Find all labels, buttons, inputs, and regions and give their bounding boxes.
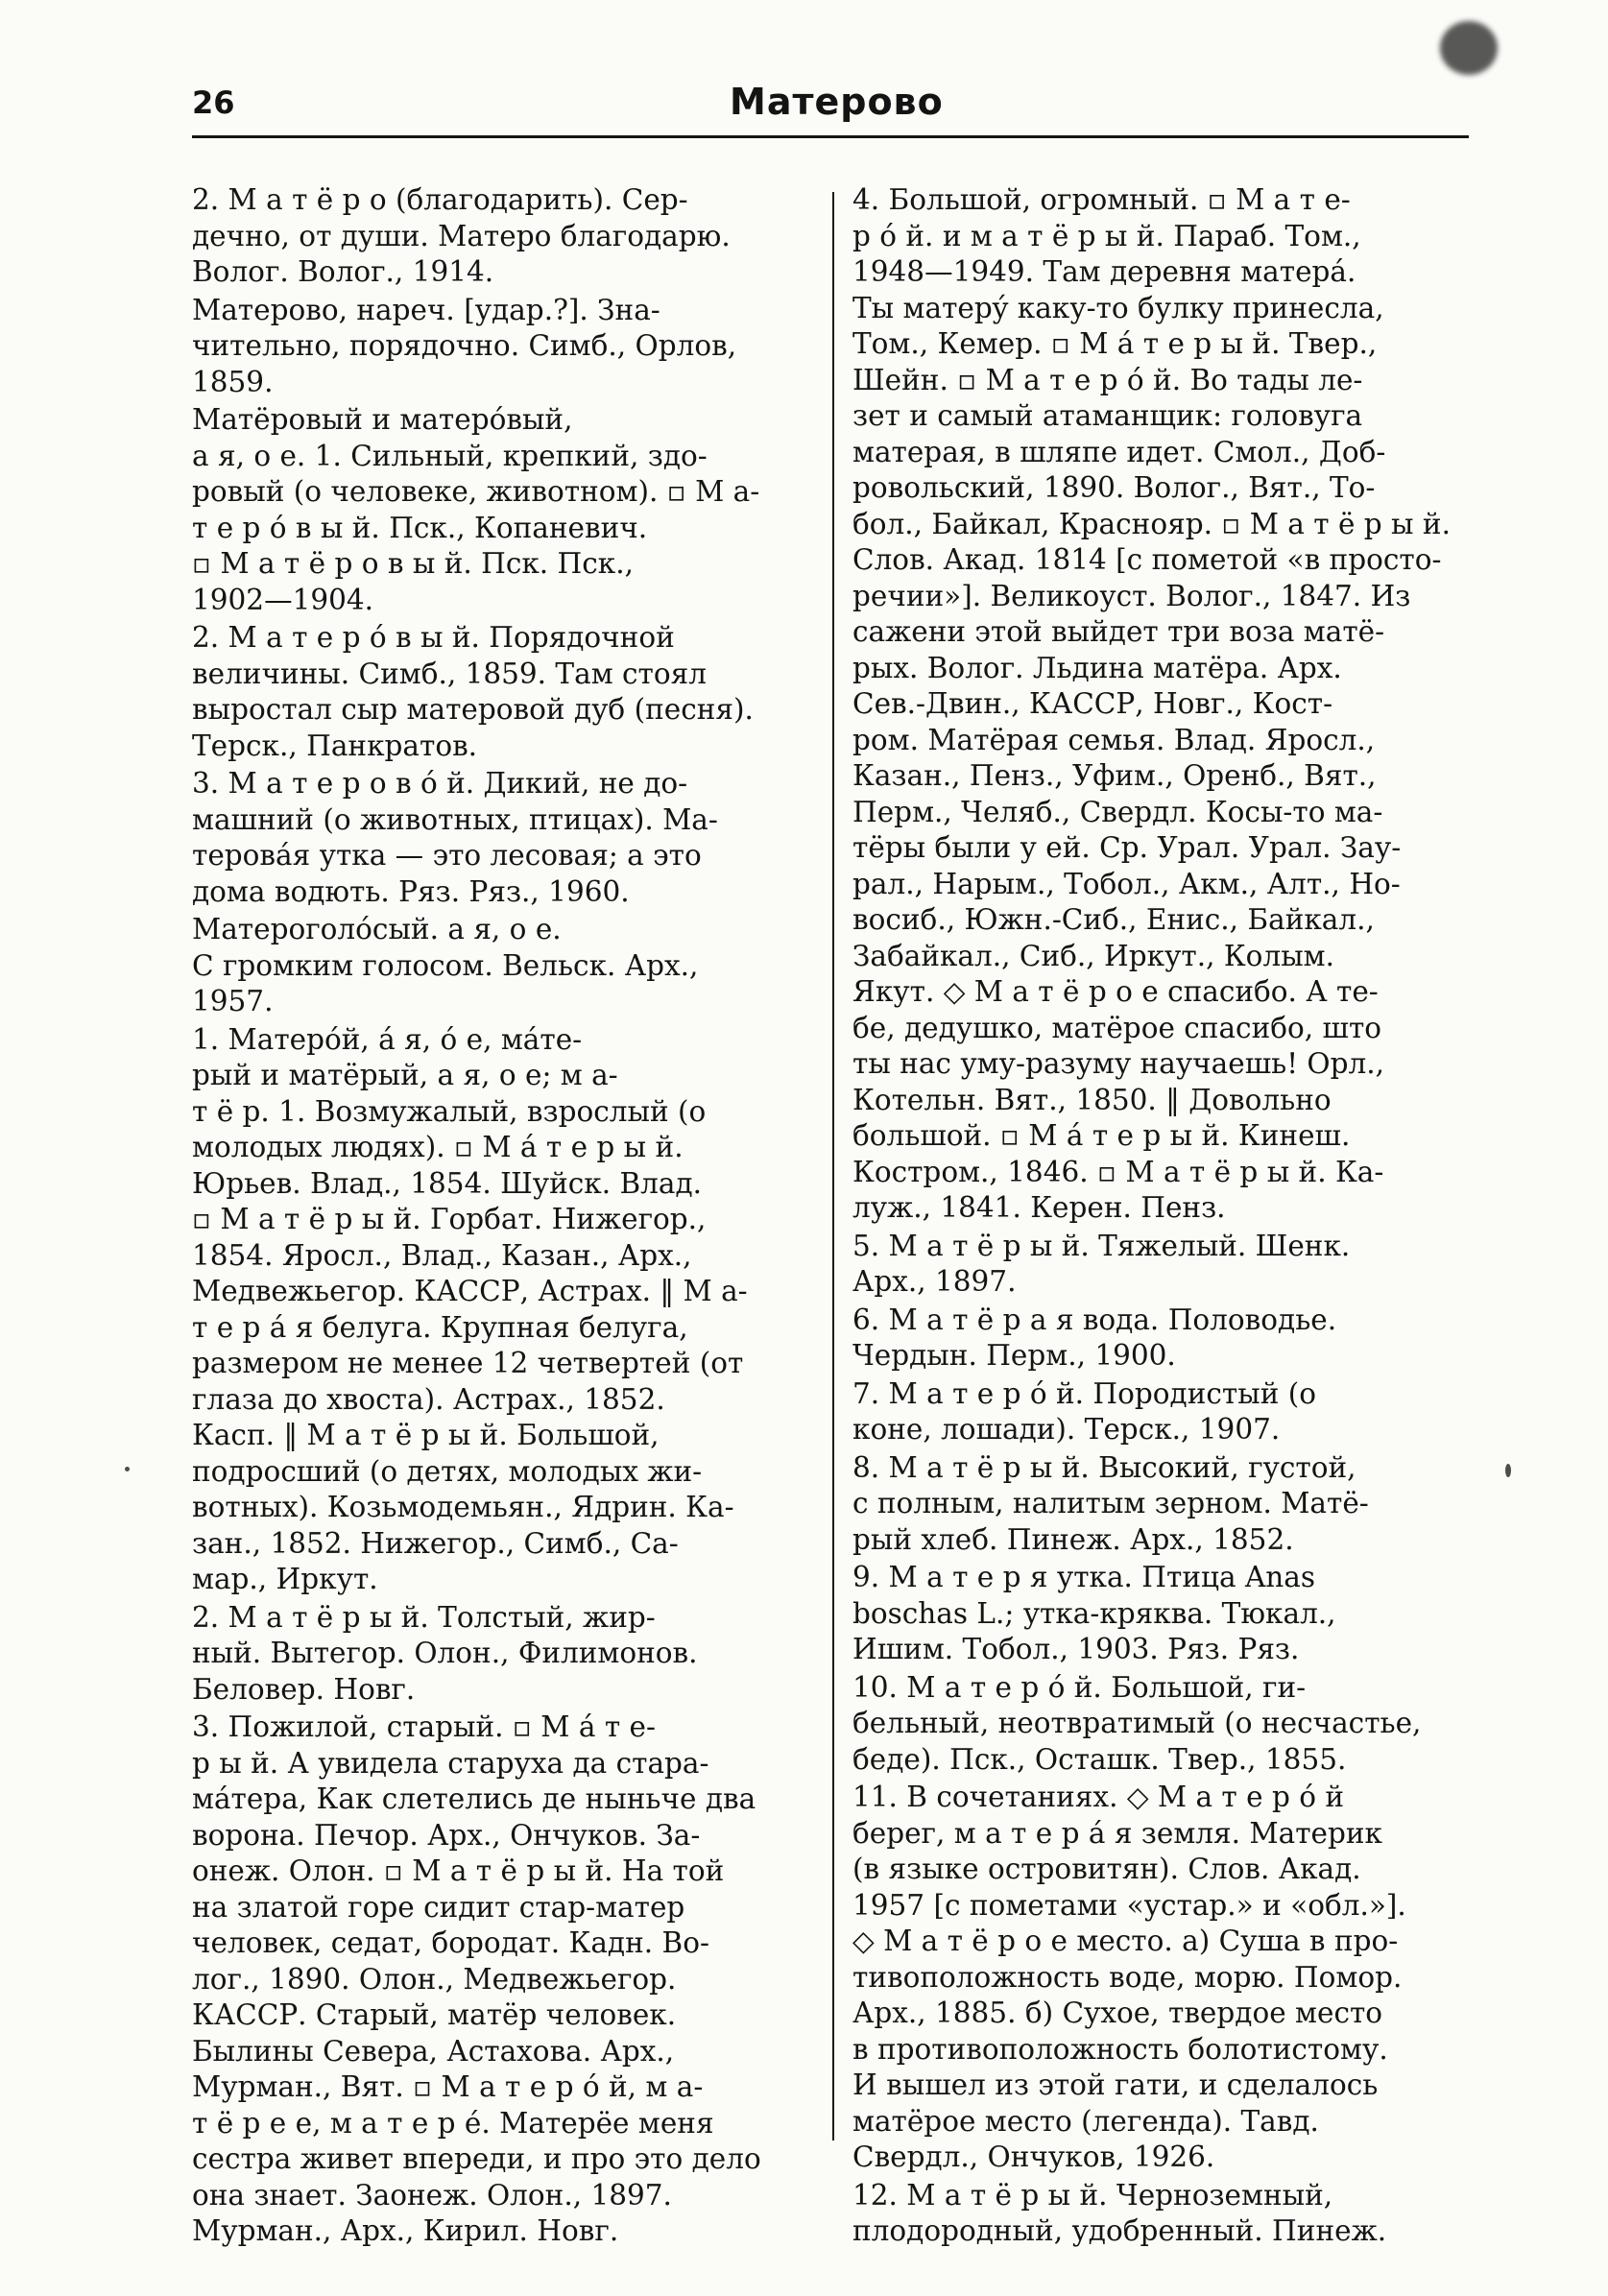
entry-line: (в языке островитян). Слов. Акад. xyxy=(852,1853,1361,1885)
entry-line: ровый (о человеке, животном). ▫ М а- xyxy=(192,475,760,508)
entry-line: т е р á я белуга. Крупная белуга, xyxy=(192,1310,688,1344)
entry-line: 1. Матерóй, á я, ó е, мáте- xyxy=(192,1022,583,1056)
entry-line: луж., 1841. Керен. Пенз. xyxy=(852,1191,1226,1224)
entry-line: т ё р е е, м а т е р é. Матерёе меня xyxy=(192,2106,714,2140)
entry-line: 3. М а т е р о в ó й. Дикий, не до- xyxy=(192,767,688,800)
entry-line: в противоположность болотистому. xyxy=(852,2032,1388,2066)
entry-line: Свердл., Ончуков, 1926. xyxy=(852,2141,1215,2173)
entry-line: ▫ М а т ё р ы й. Горбат. Нижегор., xyxy=(192,1203,707,1235)
entry-line: 6. М а т ё р а я вода. Половодье. xyxy=(852,1303,1337,1336)
entry-line: 9. М а т е р я утка. Птица Anas xyxy=(852,1561,1315,1593)
entry-line: 1957. xyxy=(192,985,274,1017)
entry-line: подросший (о детях, молодых жи- xyxy=(192,1454,703,1488)
entry-line: выростал сыр матеровой дуб (песня). xyxy=(192,693,754,726)
entry-line: Ишим. Тобол., 1903. Ряз. Ряз. xyxy=(852,1633,1300,1665)
entry-line: рал., Нарым., Тобол., Акм., Алт., Но- xyxy=(852,867,1401,900)
entry-line: С громким голосом. Вельск. Арх., xyxy=(192,948,699,982)
entry-line: 7. М а т е р ó й. Породистый (о xyxy=(852,1376,1317,1410)
entry-line: 10. М а т е р ó й. Большой, ги- xyxy=(852,1670,1307,1704)
dictionary-entry xyxy=(192,1022,806,1598)
entry-line: р ы й. А увидела старуха да стара- xyxy=(192,1746,709,1780)
entry-line: ◇ М а т ё р о е место. а) Суша в про- xyxy=(852,1925,1399,1957)
entry-line: восиб., Южн.-Сиб., Енис., Байкал., xyxy=(852,903,1375,936)
entry-line: ▫ М а т ё р о в ы й. Пск. Пск., xyxy=(192,547,634,580)
dictionary-entry xyxy=(852,1229,1467,1301)
entry-line: Сев.-Двин., КАССР, Новг., Кост- xyxy=(852,687,1333,720)
entry-line: И вышел из этой гати, и сделалось xyxy=(852,2069,1379,2101)
entry-line: беде). Пск., Осташк. Твер., 1855. xyxy=(852,1742,1347,1776)
entry-line: КАССР. Старый, матёр человек. xyxy=(192,1998,677,2031)
entry-line: Шейн. ▫ М а т е р ó й. Во тады ле- xyxy=(852,363,1363,396)
entry-line: вотных). Козьмодемьян., Ядрин. Ка- xyxy=(192,1491,734,1523)
dictionary-entry xyxy=(192,402,806,618)
entry-line: Юрьев. Влад., 1854. Шуйск. Влад. xyxy=(192,1166,703,1200)
entry-line: Забайкал., Сиб., Иркут., Колым. xyxy=(852,939,1334,972)
page-number: 26 xyxy=(192,84,235,121)
entry-line: 2. М а т е р ó в ы й. Порядочной xyxy=(192,621,675,654)
scan-speck xyxy=(1505,1464,1511,1477)
entry-line: мáтера, Как слетелись де ныньче два xyxy=(192,1782,756,1815)
entry-line: зан., 1852. Нижегор., Симб., Са- xyxy=(192,1526,679,1560)
entry-line: 4. Большой, огромный. ▫ М а т е- xyxy=(852,183,1351,216)
entry-line: 8. М а т ё р ы й. Высокий, густой, xyxy=(852,1450,1356,1484)
entry-line: 1948—1949. Там деревня матерá. xyxy=(852,255,1356,288)
entry-line: 11. В сочетаниях. ◇ М а т е р ó й xyxy=(852,1781,1345,1813)
dictionary-entry xyxy=(192,912,806,1020)
entry-line: Матероголóсый. а я, о е. xyxy=(192,913,562,945)
dictionary-entry xyxy=(852,2178,1467,2250)
dictionary-entry xyxy=(852,182,1467,1227)
entry-line: Касп. ‖ М а т ё р ы й. Большой, xyxy=(192,1419,660,1451)
entry-line: Перм., Челяб., Свердл. Косы-то ма- xyxy=(852,795,1383,828)
dictionary-entry xyxy=(192,1600,806,1709)
entry-line: сажени этой выйдет три воза матё- xyxy=(852,615,1385,648)
entry-line: boschas L.; утка-кряква. Тюкал., xyxy=(852,1596,1336,1630)
entry-line: Матёровый и матерóвый, xyxy=(192,403,573,436)
entry-line: рый хлеб. Пинеж. Арх., 1852. xyxy=(852,1522,1294,1556)
scan-speck xyxy=(125,1467,130,1471)
entry-line: 1854. Яросл., Влад., Казан., Арх., xyxy=(192,1238,692,1272)
entry-line: мар., Иркут. xyxy=(192,1563,378,1595)
entry-line: Том., Кемер. ▫ М á т е р ы й. Твер., xyxy=(852,327,1378,360)
column-divider xyxy=(832,192,834,2141)
entry-line: бельный, неотвратимый (о несчастье, xyxy=(852,1707,1422,1739)
entry-line: Матерово, нареч. [удар.?]. Зна- xyxy=(192,293,660,326)
scan-smudge xyxy=(1440,21,1498,75)
entry-line: 1957 [с пометами «устар.» и «обл.»]. xyxy=(852,1888,1406,1922)
entry-line: дечно, от души. Матеро благодарю. xyxy=(192,219,731,252)
entry-line: Терск., Панкратов. xyxy=(192,729,478,762)
entry-line: берег, м а т е р á я земля. Материк xyxy=(852,1816,1382,1850)
entry-line: Якут. ◇ М а т ё р о е спасибо. А те- xyxy=(852,975,1379,1008)
dictionary-entry xyxy=(192,182,806,291)
entry-line: т ё р. 1. Возмужалый, взрослый (о xyxy=(192,1094,707,1128)
entry-line: чительно, порядочно. Симб., Орлов, xyxy=(192,329,737,362)
left-column xyxy=(192,182,806,2250)
entry-line: тивоположность воде, морю. Помор. xyxy=(852,1960,1403,1994)
dictionary-entry xyxy=(852,1780,1467,2176)
dictionary-entry xyxy=(192,1710,806,2250)
entry-line: теровáя утка — это лесовая; а это xyxy=(192,839,702,872)
entry-line: а я, о е. 1. Сильный, крепкий, здо- xyxy=(192,439,708,472)
entry-line: человек, седат, бородат. Кадн. Во- xyxy=(192,1926,709,1959)
entry-line: Слов. Акад. 1814 [с пометой «в просто- xyxy=(852,543,1442,576)
entry-line: матёрое место (легенда). Тавд. xyxy=(852,2104,1319,2138)
entry-line: Ты матерý каку-то булку принесла, xyxy=(852,291,1384,324)
entry-line: плодородный, удобренный. Пинеж. xyxy=(852,2214,1387,2247)
entry-line: Костром., 1846. ▫ М а т ё р ы й. Ка- xyxy=(852,1155,1384,1188)
running-head: Матерово xyxy=(730,81,944,123)
entry-line: сестра живет впереди, и про это дело xyxy=(192,2142,761,2175)
entry-line: Арх., 1897. xyxy=(852,1265,1017,1298)
entry-line: матерая, в шляпе идет. Смол., Доб- xyxy=(852,435,1386,468)
entry-line: величины. Симб., 1859. Там стоял xyxy=(192,657,707,690)
entry-line: Былины Севера, Астахова. Арх., xyxy=(192,2034,675,2068)
entry-line: тёры были у ей. Ср. Урал. Урал. Зау- xyxy=(852,831,1402,864)
dictionary-entry xyxy=(852,1376,1467,1448)
header-rule xyxy=(192,135,1469,138)
dictionary-entry xyxy=(852,1450,1467,1559)
entry-line: рый и матёрый, а я, о е; м а- xyxy=(192,1059,618,1091)
entry-line: глаза до хвоста). Астрах., 1852. xyxy=(192,1382,665,1416)
entry-line: Медвежьегор. КАССР, Астрах. ‖ М а- xyxy=(192,1275,748,1307)
dictionary-entry xyxy=(852,1303,1467,1375)
entry-line: ровольский, 1890. Волог., Вят., То- xyxy=(852,471,1376,504)
entry-line: 3. Пожилой, старый. ▫ М á т е- xyxy=(192,1710,656,1743)
dictionary-entry xyxy=(852,1670,1467,1779)
entry-line: ром. Матёрая семья. Влад. Яросл., xyxy=(852,723,1376,756)
dictionary-entry xyxy=(192,293,806,401)
entry-line: Арх., 1885. б) Сухое, твердое место xyxy=(852,1997,1383,2029)
page-header xyxy=(192,75,1469,132)
entry-line: бол., Байкал, Краснояр. ▫ М а т ё р ы й. xyxy=(852,507,1451,540)
entry-line: 2. М а т ё р ы й. Толстый, жир- xyxy=(192,1600,656,1634)
entry-line: большой. ▫ М á т е р ы й. Кинеш. xyxy=(852,1119,1351,1152)
dictionary-entry xyxy=(852,1560,1467,1668)
entry-line: 12. М а т ё р ы й. Черноземный, xyxy=(852,2178,1333,2212)
entry-line: Мурман., Арх., Кирил. Новг. xyxy=(192,2214,619,2247)
entry-line: Волог. Волог., 1914. xyxy=(192,255,494,288)
entry-line: т е р ó в ы й. Пск., Копаневич. xyxy=(192,511,648,544)
entry-line: бе, дедушко, матёрое спасибо, што xyxy=(852,1011,1382,1044)
entry-line: ный. Вытегор. Олон., Филимонов. xyxy=(192,1637,698,1669)
entry-line: рых. Волог. Льдина матёра. Арх. xyxy=(852,651,1342,684)
entry-line: ты нас уму-разуму научаешь! Орл., xyxy=(852,1047,1384,1080)
entry-line: р ó й. и м а т ё р ы й. Параб. Том., xyxy=(852,219,1361,252)
entry-line: ворона. Печор. Арх., Ончуков. За- xyxy=(192,1818,701,1852)
entry-line: онеж. Олон. ▫ М а т ё р ы й. На той xyxy=(192,1854,725,1887)
entry-line: зет и самый атаманщик: головуга xyxy=(852,399,1363,432)
entry-line: на злaтой горе сидит стар-матер xyxy=(192,1890,685,1924)
entry-line: молодых людях). ▫ М á т е р ы й. xyxy=(192,1131,684,1163)
entry-line: Казан., Пенз., Уфим., Оренб., Вят., xyxy=(852,759,1377,792)
entry-line: Чердын. Перм., 1900. xyxy=(852,1339,1176,1372)
entry-line: 5. М а т ё р ы й. Тяжелый. Шенк. xyxy=(852,1229,1351,1262)
right-column xyxy=(852,182,1467,2250)
entry-line: 2. М а т ё р о (благодарить). Сер- xyxy=(192,183,688,216)
entry-line: она знает. Заонеж. Олон., 1897. xyxy=(192,2178,672,2212)
entry-line: 1902—1904. xyxy=(192,583,374,616)
entry-line: машний (о животных, птицах). Ма- xyxy=(192,802,718,836)
entry-line: с полным, налитым зерном. Матё- xyxy=(852,1487,1369,1519)
entry-line: дома водють. Ряз. Ряз., 1960. xyxy=(192,874,630,908)
entry-line: Котельн. Вят., 1850. ‖ Довольно xyxy=(852,1083,1332,1116)
entry-line: речии»]. Великоуст. Волог., 1847. Из xyxy=(852,579,1411,612)
dictionary-entry xyxy=(192,620,806,764)
entry-line: размером не менее 12 четвертей (от xyxy=(192,1347,744,1379)
entry-line: коне, лошади). Терск., 1907. xyxy=(852,1413,1281,1446)
entry-line: Мурман., Вят. ▫ М а т е р ó й, м а- xyxy=(192,2070,704,2103)
entry-line: лог., 1890. Олон., Медвежьегор. xyxy=(192,1962,677,1996)
entry-line: Беловер. Новг. xyxy=(192,1672,416,1706)
entry-line: 1859. xyxy=(192,365,274,398)
dictionary-entry xyxy=(192,766,806,910)
